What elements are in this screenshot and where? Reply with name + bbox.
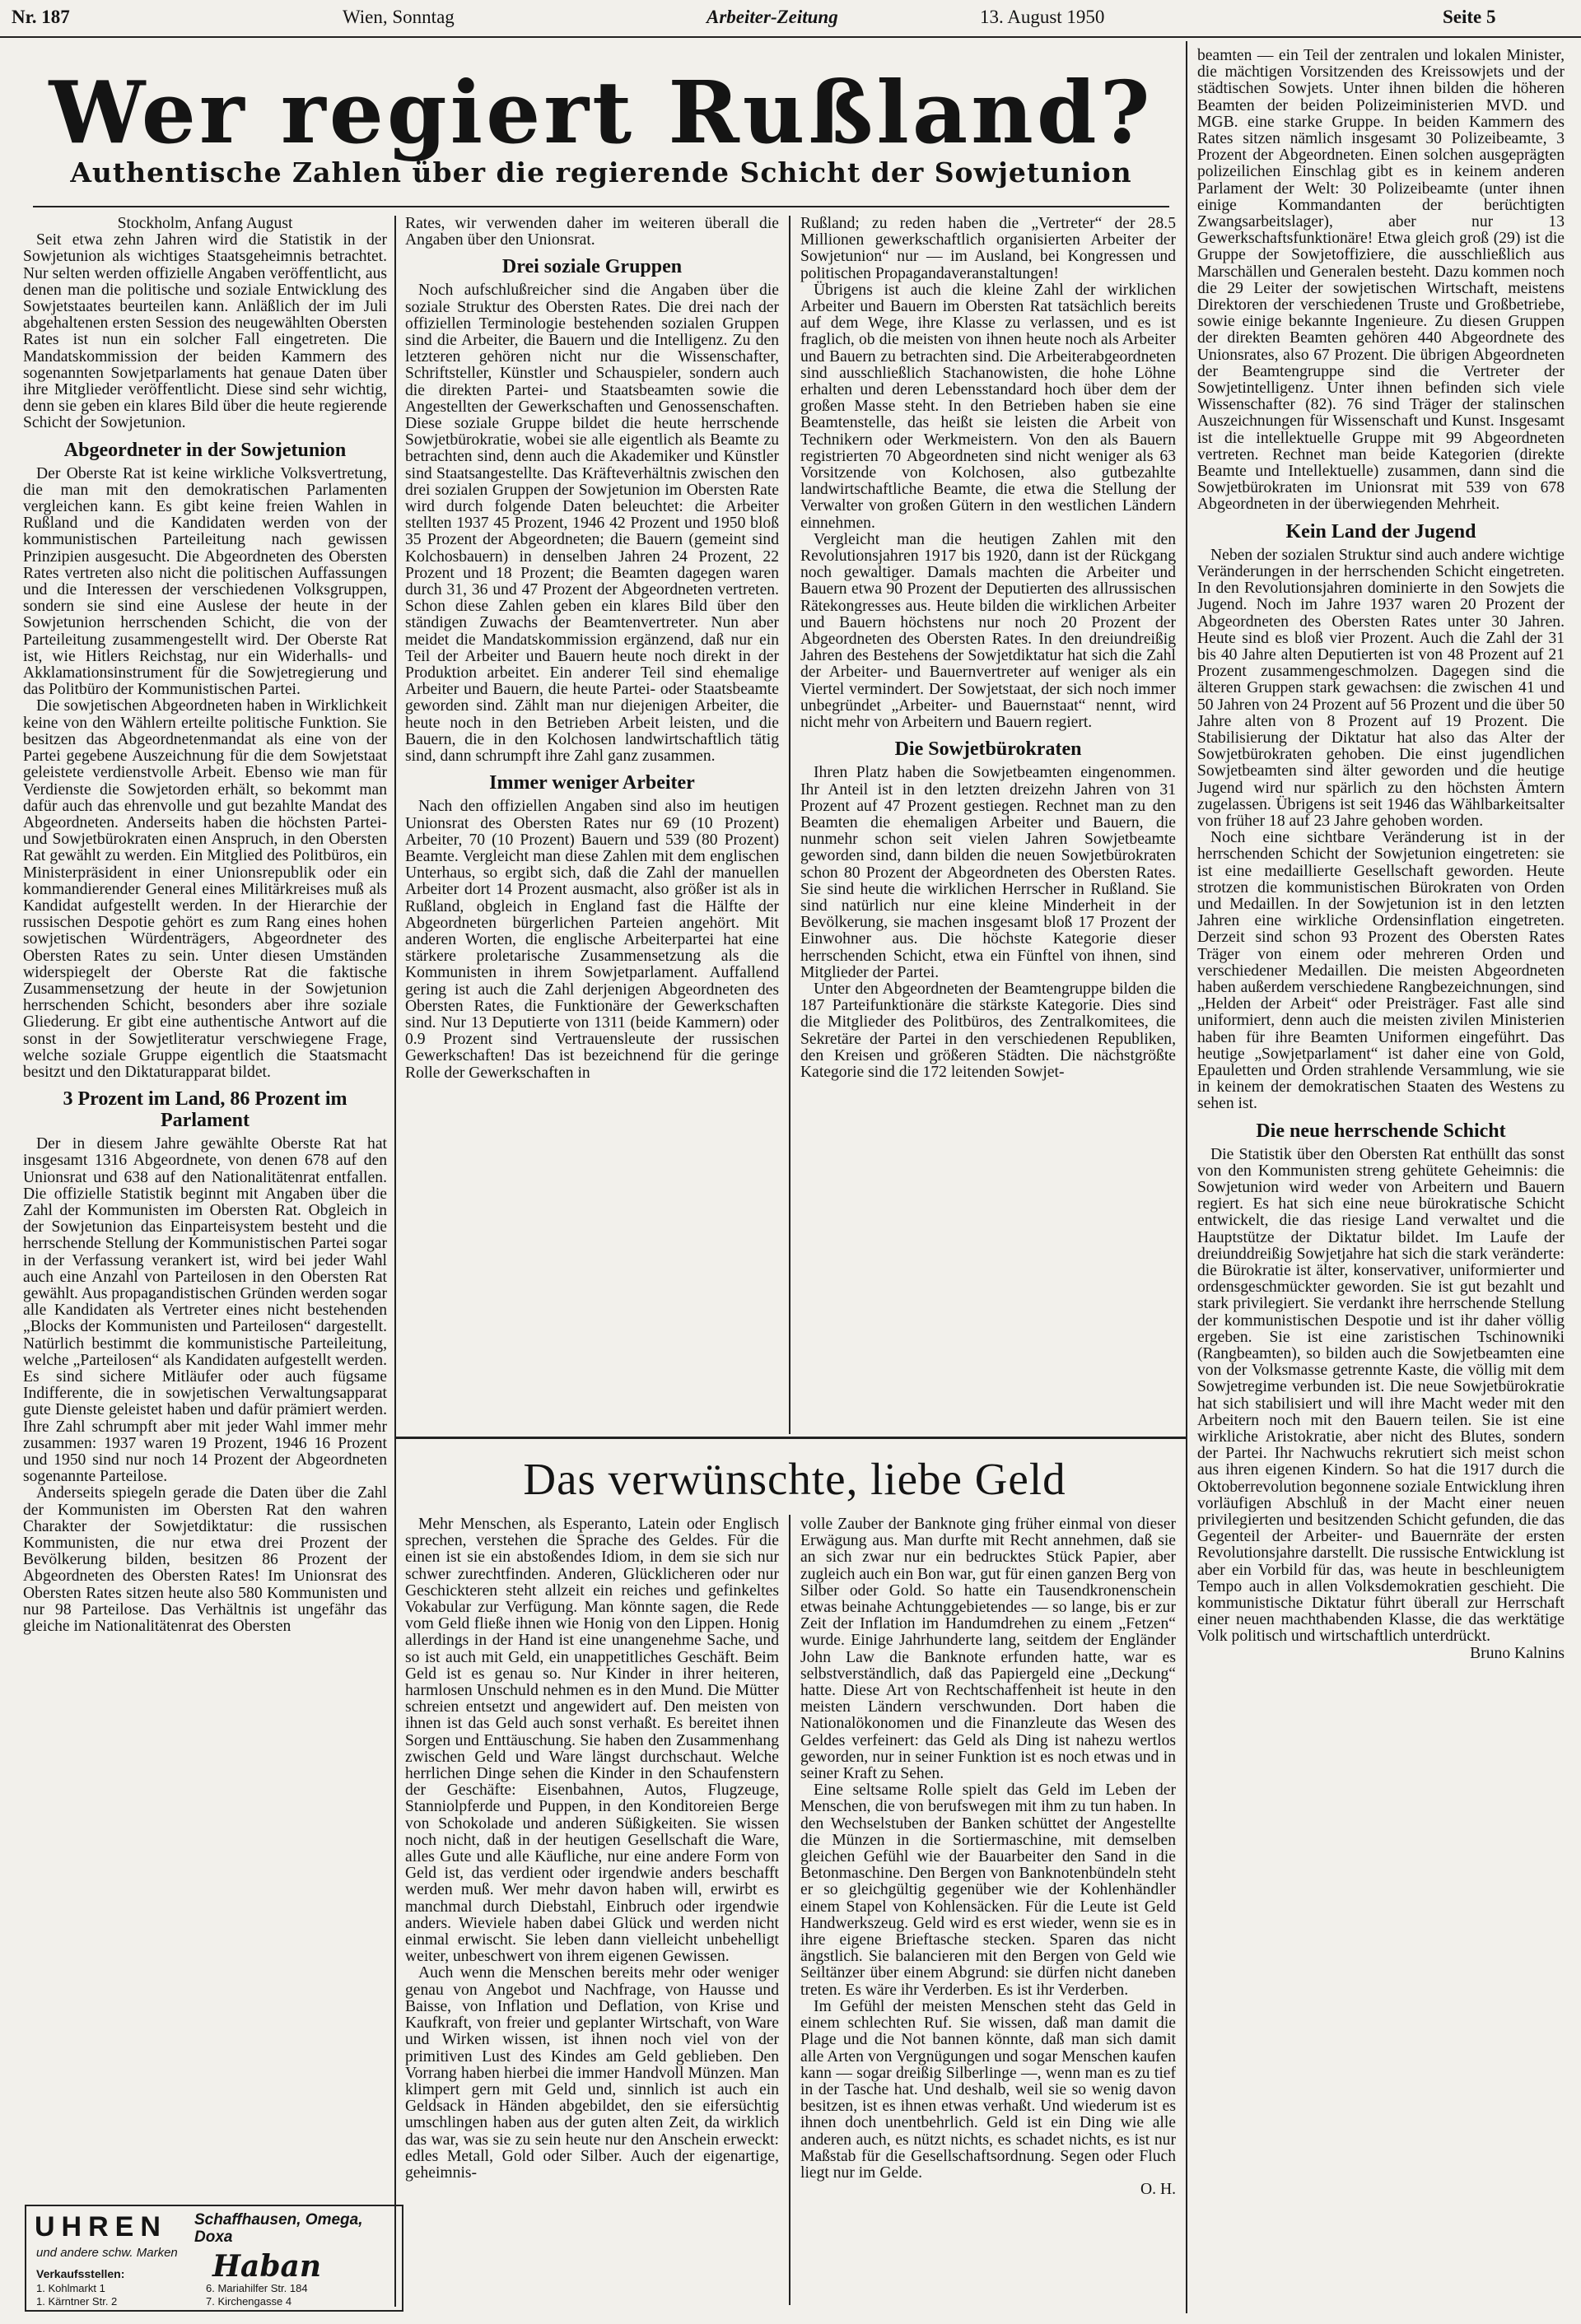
- section-heading: Drei soziale Gruppen: [501, 256, 683, 278]
- ad-address: 1. Kohlmarkt 1: [36, 2282, 105, 2294]
- paragraph: Neben der sozialen Struktur sind auch andere wichtige Veränderungen in der herrschenden Schicht eingetreten. In den Revolutionsjahren dominierte in den Sowjets die Jugend. Noch im Jahre 1937 waren 20 Prozent der Abgeordneten des Obersten Rates unter 30 Jahren. Heute sind es bloß vier Prozent. Auch die Zahl der 31 bis 40 Jahre alten Deputierten ist von 48 Prozent auf 21 Prozent zusammengeschmolzen. Dagegen sind die älteren Gruppen stark gewachsen: die zwischen 41 und 50 Jahren von 24 Prozent auf 56 Prozent und die über 50 Jahre alten von 8 Prozent auf 19 Prozent. Die Stabilisierung der Diktatur hat also das Alter der Sowjetbürokraten gehoben. Die einst jugendlichen Sowjetbeamten sind älter geworden und die heutige Jugend wird nur spärlich zu den höchsten Ämtern zugelassen. Übrigens ist seit 1946 das Wählbarkeitsalter von früher 18 auf 23 Jahre gehoben worden.: [1197, 546, 1565, 830]
- ad-makes: Schaffhausen, Omega, Doxa: [194, 2211, 363, 2246]
- column-rule: [789, 1515, 790, 2305]
- section-heading: 3 Prozent im Land, 86 Prozent im Parlament: [63, 1088, 347, 1132]
- ad-brand: UHREN: [35, 2211, 167, 2242]
- article1-column-4: [1197, 48, 1565, 2313]
- paragraph: Vergleicht man die heutigen Zahlen mit den Revolutionsjahren 1917 bis 1920, dann ist der Rückgang noch gewaltiger. Damals machten die Arbeiter und Bauern etwa 90 Prozent der Deputierten des allrussischen Rätekongresses aus. Heute bilden die wirklichen Arbeiter und Bauern höchstens nur noch 20 Prozent der Abgeordneten des Obersten Rates. In den dreiundreißig Jahren des Bestehens der Sowjetdiktatur hat sich die Zahl der Arbeiter- und Bauernvertreter auf weniger als ein Viertel vermindert. Der Sowjetstaat, der sich noch immer unbegründet „Arbeiter- und Bauernstaat“ nennt, wird nicht mehr von Arbeitern und Bauern regiert.: [800, 530, 1176, 732]
- ad-logo: Haban: [212, 2249, 322, 2284]
- section-heading: Immer weniger Arbeiter: [489, 772, 695, 794]
- article1-column-1: [23, 216, 387, 2198]
- article2-column-1: [405, 1516, 779, 2307]
- author-signature: Bruno Kalnins: [1470, 1644, 1565, 1662]
- article1-column-3: [800, 216, 1176, 1434]
- section-heading: Die neue herrschende Schicht: [1256, 1120, 1506, 1142]
- ad-sales-label: Verkaufsstellen:: [36, 2267, 125, 2280]
- paragraph: Rußland; zu reden haben die „Vertreter“ der 28.5 Millionen gewerkschaftlich organisierten Arbeiter der Sowjetunion“ nur — im Ausland, bei Kongressen und politischen Propagandaveranstaltungen!: [800, 216, 1176, 282]
- author-signature: O. H.: [1140, 2181, 1176, 2199]
- paragraph: Eine seltsame Rolle spielt das Geld im Leben der Menschen, die von berufswegen mit ihm zu tun haben. In den Wechselstuben der Banken schüttet der Angestellte die Münzen in die Sortiermaschine, mit demselben gleichen Gefühl wie der Bauarbeiter den Sand in die Betonmaschine. Den Bergen von Banknotenbündeln steht er so gleichgültig gegenüber wie der Kohlenhändler einem Stapel von Kohlensäcken. Für die Leute ist Geld Handwerkszeug. Geld wird es erst wieder, wenn sie es in ihre eigene Brieftasche stecken. Sparen das nicht ängstlich. Sie balancieren mit den Bergen von Geld wie Seiltänzer über einem Abgrund: sie dürfen nicht daneben treten. Es wäre ihr Verderben. Es ist ihr Verderben.: [800, 1781, 1176, 1999]
- paragraph: beamten — ein Teil der zentralen und lokalen Minister, die mächtigen Vorsitzenden des Kreissowjets und der städtischen Sowjets. Unter ihnen bilden die höheren Beamten der beiden Polizeiministerien MVD. und MGB. eine starke Gruppe. In beiden Kammern des Rates sitzen nämlich insgesamt 30 Polizeibeamte, 3 Prozent der Abgeordneten. Einen solchen ausgeprägten polizeilichen Einschlag gibt es in keinem anderen Parlament der Welt: 30 Polizeibeamte (unter ihnen einige Kommandanten der berüchtigten Zwangsarbeitslager), aber nur 13 Gewerkschaftsfunktionäre! Etwa gleich groß (29) ist die Gruppe der Sowjetoffiziere, die ausschließlich aus Marschällen und Generalen besteht. Dazu kommen noch die 29 Leiter der sowjetischen Wirtschaft, meistens Direktoren der verschiedenen Truste und Großbetriebe, sowie einige bekannte Ingenieure. Zu diesen Gruppen der direkten Beamten gehören 440 Abgeordnete des Unionsrates, also 67 Prozent. Die übrigen Abgeordneten der Beamtengruppe sind die Vertreter der Sowjetintelligenz. Unter ihnen befinden sich viele Wissenschafter (82). 76 sind Träger der stalinschen Auszeichnungen für Wissenschaft und Kunst. Insgesamt ist die intellektuelle Gruppe mit 99 Abgeordneten vertreten. Rechnet man beide Kategorien (direkte Beamte und Intellektuelle) zusammen, dann sind die Sowjetbürokraten im Unionsrat mit 539 von 678 Abgeordneten in der überwiegenden Mehrheit.: [1197, 48, 1565, 514]
- section-heading: Die Sowjetbürokraten: [894, 738, 1082, 761]
- section-divider: [394, 1437, 1186, 1439]
- paragraph: Übrigens ist auch die kleine Zahl der wirklichen Arbeiter und Bauern im Obersten Rat tatsächlich bereits auf dem Wege, ihre Klasse zu verlassen, und es ist fraglich, ob die meisten von ihnen heute noch als Arbeiter und Bauern zu betrachten sind. Die Arbeiterabgeordneten sind ausschließlich Stachanowisten, die hohe Löhne erhalten und deren Lebensstandard hoch über dem der großen Masse steht. In den Betrieben haben sie eine Beamtenstelle, das heißt sie leisten die Arbeit von Technikern oder Werkmeistern. Von den als Bauern registrierten 70 Abgeordneten sind nicht weniger als 63 Vorsitzende von Kolchosen, also gutbezahlte landwirtschaftliche Beamte, die etwa die Stellung der Verwalter von großen Gütern in den westlichen Ländern einnehmen.: [800, 281, 1176, 532]
- paragraph: Noch aufschlußreicher sind die Angaben über die soziale Struktur des Obersten Rates. Die drei nach der offiziellen Terminologie bestehenden sozialen Gruppen sind die Arbeiter, die Bauern und die Intelligenz. Zu den letzteren gehören nicht nur die Wissenschafter, Schriftsteller, Künstler und Schauspieler, sondern auch die direkten Partei- und Staatsbeamten sowie die Angestellten der Gewerkschaften und Genossenschaften. Diese soziale Gruppe bildet die heute herrschende Sowjetbürokratie, wobei sie alle eigentlich als Beamte zu betrachten sind, denn auch die Akademiker und Künstler sind Staatsangestellte. Das Kräfteverhältnis zwischen den drei sozialen Gruppen der Sowjetunion im Obersten Rate wird durch folgende Daten beleuchtet: die Arbeiter stellten 1937 45 Prozent, 1946 42 Prozent und 1950 bloß 35 Prozent der Abgeordneten; die Bauern (gemeint sind Kolchosbauern) in denselben Jahren 24 Prozent, 22 Prozent und 18 Prozent; die Beamten dagegen waren durch 31, 36 und 47 Prozent der Abgeordneten vertreten. Schon diese Zahlen geben ein klares Bild über den ständigen Zuwachs der Beamtenvertreter. Nun aber meidet die Mandatskommission ergänzend, daß nur ein Teil der Arbeiter und Bauern heute noch direkt in der Produktion arbeitet. Ein anderer Teil sind ehemalige Arbeiter und Bauern, die heute Partei- oder Staatsbeamte geworden sind. Zählt man nur diejenigen Arbeiter, die heute noch in den Betrieben Arbeit leisten, und die Bauern, die in den Kolchosen landwirtschaftlich tätig sind, dann schrumpft ihre Zahl ganz zusammen.: [405, 282, 779, 766]
- issue-number: Nr. 187: [12, 7, 70, 27]
- article-subheadline: Authentische Zahlen über die regierende Schicht der Sowjetunion: [70, 156, 1132, 189]
- ad-address: 1. Kärntner Str. 2: [36, 2295, 118, 2308]
- paragraph: Ihren Platz haben die Sowjetbeamten eingenommen. Ihr Anteil ist in den letzten dreizehn Jahren von 31 Prozent auf 47 Prozent gestiegen. Rechnet man zu den Beamten die ehemaligen Arbeiter und Bauern, die nunmehr schon seit vielen Jahren Sowjetbeamte geworden sind, dann bilden die neuen Sowjetbürokraten schon 80 Prozent der Abgeordneten des Obersten Rates. Sie sind heute die wirklichen Herrscher in Rußland. Sie sind natürlich nur eine kleine Minderheit in der Bevölkerung, sie machen insgesamt bloß 17 Prozent der Einwohner aus. Die höchste Kategorie dieser herrschenden Schicht, etwa ein Fünftel von ihnen, sind Mitglieder der Partei.: [800, 764, 1176, 981]
- headline-rule: [33, 206, 1169, 207]
- newspaper-name: Arbeiter-Zeitung: [707, 7, 838, 27]
- paragraph: Die Statistik über den Obersten Rat enthüllt das sonst von den Kommunisten streng gehütete Geheimnis: die Sowjetunion wird weder von Arbeitern und Bauern regiert. Es hat sich eine neue bürokratische Schicht entwickelt, die das riesige Land verwaltet und die Hauptstütze der Diktatur bildet. Im Laufe der dreiunddreißig Sowjetjahre hat sich die stark veränderte: die Bürokratie ist älter, konservativer, uniformierter und ordensgeschmückter geworden. Sie ist gut bezahlt und stark privilegiert. Sie verdankt ihre herrschende Stellung der kommunistischen Despotie und ist ihr daher völlig ergeben. Sie ist eine zaristischen Tschinowniki (Rangbeamten), so bilden auch die Sowjetbeamten eine von der Volksmasse getrennte Kaste, die völlig mit dem Sowjetregime verbunden ist. Die neue Sowjetbürokratie hat sich stabilisiert und will ihre Macht weder mit den Arbeitern noch mit den Bauern teilen. Sie ist eine wirkliche Aristokratie, aber nicht des Blutes, sondern der Partei. Ihr Nachwuchs rekrutiert sich meist schon aus ihren eigenen Kindern. So hat die 1917 durch die Oktoberrevolution begonnene soziale Entwicklung ihren vorläufigen Abschluß in der Macht einer neuen privilegierten und besitzenden Schicht gefunden, die das Gegenteil der Arbeiter- und Bauernräte der ersten Revolutionsjahre darstellt. Die russische Entwicklung ist aber ein Vorbild für das, was heute in beschleunigtem Tempo auch in allen Volksdemokratien geschieht. Die kommunistische Diktatur führt überall zur Herrschaft einer neuen machthabenden Klasse, die das werktätige Volk politisch und wirtschaftlich unterdrückt.: [1197, 1145, 1565, 1646]
- paragraph: Auch wenn die Menschen bereits mehr oder weniger genau von Angebot und Nachfrage, von Hausse und Baisse, von Inflation und Deflation, von Krise und Kaufkraft, von freier und geplanter Wirtschaft, von Ware und Wirken wissen, ist ihnen noch viel von der primitiven Lust des Kindes am Geld geblieben. Den Vorrang haben hierbei die immer Handvoll Münzen. Man klimpert gern mit Geld und, sinnlich ist auch ein Geldsack in Händen abgebildet, den sie eifersüchtig umschlingen haben aus der guten alten Zeit, da wirklich das war, was sie zu sein heute nur den Anschein erweckt: edles Metall, Gold oder Silber. Auch der eigenartige, geheimnis-: [405, 1964, 779, 2182]
- ad-subtitle: und andere schw. Marken: [36, 2246, 178, 2260]
- page-header: [0, 0, 1581, 38]
- paragraph: Im Gefühl der meisten Menschen steht das Geld in einem schlechten Ruf. Sie wissen, daß man damit die Plage und die Not bannen könnte, daß man sich damit alle Arten von Vergnügungen und sogar Menschen kaufen kann — sogar dreißig Silberlinge —, wenn man es zu tief in der Tasche hat. Und deshalb, weil sie so wenig davon besitzen, ist es ihnen etwas verhaßt. Und wiederum ist es ihnen doch unentbehrlich. Geld ist ein Ding wie alle anderen auch, es nützt nichts, es schadet nichts, es ist nur Maßstab für die Gesellschaftsordnung. Segen oder Fluch liegt nur im Gelde.: [800, 1997, 1176, 2182]
- article2-column-2: [800, 1516, 1176, 2307]
- paragraph: Der in diesem Jahre gewählte Oberste Rat hat insgesamt 1316 Abgeordnete, von denen 678 auf den Unionsrat und 638 auf den Nationalitätenrat entfallen. Die offizielle Statistik beginnt mit Angaben über die Zahl der Kommunisten im Obersten Rat. Obgleich in der Sowjetunion das Einparteisystem besteht und die herrschende Stellung der Kommunistischen Partei sogar in der Verfassung verankert ist, wird bei jeder Wahl auch eine Anzahl von Parteilosen in den Obersten Rat gewählt. Aus propagandistischen Gründen werden sogar alle Kandidaten als Vertreter eines nicht bestehenden „Blocks der Kommunisten und Parteilosen“ dargestellt. Natürlich bestimmt die kommunistische Parteileitung, welche „Parteilosen“ als Kandidaten aufgestellt werden. Es sind sichere Mitläufer oder auch fügsame Indifferente, die in sowjetischen Verwaltungsapparat gute Dienste geleistet haben und dafür prämiert werden. Ihre Zahl schrumpft aber mit jeder Wahl immer mehr zusammen: 1937 waren 19 Prozent, 1946 16 Prozent und 1950 sind nur noch 14 Prozent der Abgeordneten sogenannte Parteilose.: [23, 1135, 387, 1486]
- paragraph: volle Zauber der Banknote ging früher einmal von dieser Erwägung aus. Man durfte mit Recht annehmen, daß sie an sich zwar nur ein bedrucktes Stück Papier, aber zugleich auch ein Bon war, gut für einen ganzen Berg von Silber oder Gold. So hatte ein Tausendkronenschein etwas beinahe Achtunggebietendes — so lange, bis er zur Zeit der Inflation im Handumdrehen zu einem „Fetzen“ wurde. Einige Jahrhunderte lang, seitdem der Engländer John Law die Banknote erfunden hatte, war es selbstverständlich, daß das Papiergeld eine „Deckung“ hatte. Diese Art von Rechtschaffenheit ist heute in den meisten Ländern verschwunden. Dort haben die Nationalökonomen und die Finanzleute das Wesen des Geldes verfeinert: das Geld als Ding ist nahezu wertlos geworden, nur in seiner Funktion ist es noch etwas und in seiner Kraft zu Sehen.: [800, 1516, 1176, 1783]
- paragraph: Noch eine sichtbare Veränderung ist in der herrschenden Schicht der Sowjetunion eingetreten: sie ist eine medaillierte Gesellschaft geworden. Heute strotzen die kommunistischen Bürokraten von Orden und Medaillen. In der Sowjetunion ist in den letzten Jahren eine wirkliche Ordensinflation eingetreten. Derzeit sind schon 93 Prozent des Obersten Rates Träger von einem oder mehreren Orden und verschiedener Medaillen. Die meisten Abgeordneten haben außerdem verschiedene Rangbezeichnungen, sind „Helden der Arbeit“ oder Preisträger. Fast alle sind uniformiert, denn auch die meisten zivilen Ministerien haben für ihre Beamten Uniformen eingeführt. Das heutige „Sowjetparlament“ ist daher eine von Gold, Epauletten und Orden strahlende Versammlung, wie sie in keinem der demokratischen Staaten des Westens zu sehen ist.: [1197, 829, 1565, 1113]
- paragraph: Anderseits spiegeln gerade die Daten über die Zahl der Kommunisten im Obersten Rat den wahren Charakter der Sowjetdiktatur: die russischen Kommunisten, die nur etwa drei Prozent der Bevölkerung bilden, besitzen 86 Prozent der Abgeordneten des Obersten Rates! Im Unionsrat des Obersten Rates sitzen heute also 580 Kommunisten und nur 98 Parteilose. Das Verhältnis ist ungefähr das gleiche im Nationalitätenrat des Obersten: [23, 1484, 387, 1636]
- article-headline: Wer regiert Rußland?: [49, 62, 1154, 163]
- feature-title: Das verwünschte, liebe Geld: [523, 1454, 1066, 1504]
- column-rule: [789, 216, 790, 1434]
- column-rule: [1186, 41, 1187, 2313]
- paragraph: Unter den Abgeordneten der Beamtengruppe bilden die 187 Parteifunktionäre die stärkste Kategorie. Dies sind die Mitglieder des Politbüros, des Zentralkomitees, die Sekretäre der Partei in den verschiedenen Republiken, den Kreisen und größeren Städten. Die nächstgrößte Kategorie sind die 172 leitenden Sowjet-: [800, 980, 1176, 1081]
- paragraph: Nach den offiziellen Angaben sind also im heutigen Unionsrat des Obersten Rates nur 69 (10 Prozent) Arbeiter, 70 (10 Prozent) Bauern und 539 (80 Prozent) Beamte. Vergleicht man diese Zahlen mit dem englischen Unterhaus, so ergibt sich, daß die Zahl der manuellen Arbeiter dort 14 Prozent ausmacht, also größer ist als in Rußland, obgleich in England fast die Hälfte der Abgeordneten bürgerlichen Parteien angehört. Mit anderen Worten, die englische Arbeiterpartei hat eine stärkere proletarische Zusammensetzung als die Kommunisten in ihrem Sowjetparlament. Auffallend gering ist auch die Zahl derjenigen Abgeordneten des Obersten Rates, die Funktionäre der Gewerkschaften sind. Nur 13 Deputierte von 1311 (beide Kammern) oder 0.9 Prozent sind Vertrauensleute der russischen Gewerkschaften! Das ist bezeichnend für die geringe Rolle der Gewerkschaften in: [405, 798, 779, 1082]
- ad-address: 7. Kirchengasse 4: [206, 2295, 292, 2308]
- ad-address: 6. Mariahilfer Str. 184: [206, 2282, 308, 2294]
- section-heading: Kein Land der Jugend: [1285, 520, 1476, 543]
- article1-column-2: [405, 216, 779, 1434]
- issue-date: 13. August 1950: [980, 7, 1105, 27]
- page-number: Seite 5: [1443, 7, 1496, 27]
- paragraph: Rates, wir verwenden daher im weiteren überall die Angaben über den Unionsrat.: [405, 216, 779, 249]
- watch-advertisement: [25, 2205, 403, 2312]
- paragraph: Der Oberste Rat ist keine wirkliche Volksvertretung, die man mit den demokratischen Parlamenten vergleichen kann. Es gibt keine freien Wahlen in Rußland und die Kandidaten werden von der kommunistischen Parteileitung nach gewissen Prinzipien ausgesucht. Die Abgeordneten des Obersten Rates vertreten also nicht die politischen Auffassungen und die Interessen der verschiedenen Volksgruppen, sondern sie sind eine Auslese der heute in der Sowjetunion herrschenden Schicht, die von der Parteileitung zusammengestellt wird. Der Oberste Rat ist, wie Hitlers Reichstag, nur ein Widerhalls- und Akklamationsinstrument für die Sowjetregierung und das Politbüro der Kommunistischen Partei.: [23, 464, 387, 699]
- dateline: Stockholm, Anfang August: [117, 216, 293, 232]
- column-rule: [394, 216, 396, 2307]
- paragraph: Mehr Menschen, als Esperanto, Latein oder Englisch sprechen, verstehen die Sprache des Geldes. Für die einen ist sie ein abstoßendes Idiom, in dem sie sich nur schwer zurechtfinden. Anderen, Glücklicheren oder nur Geschickteren steht allzeit ein reiches und gefinkeltes Vokabular zur Verfügung. Man könnte sagen, die Rede vom Geld fließe ihnen wie Honig von den Lippen. Honig allerdings in der Hand ist eine unangenehme Sache, und so ist auch mit Geld, ein unappetitliches Geschäft. Beim Geld ist es genau so. Nur Kinder in ihrer heiteren, harmlosen Unschuld nehmen es in den Mund. Die Mütter schreien entsetzt und angewidert auf. Den meisten von ihnen ist das Geld auch sonst verhaßt. Es bereitet ihnen Sorgen und Enttäuschung. Sie haben den Zusammenhang zwischen Geld und Ware längst durchschaut. Welche herrlichen Dinge sehen die Kinder in den Schaufenstern der Geschäfte: Eisenbahnen, Autos, Flugzeuge, Stanniolpferde und Puppen, in den Konditoreien Berge von Schokolade und anderen Süßigkeiten. Sie wissen noch nicht, daß in der heutigen Gesellschaft die Ware, alles Gute und alle Käufliche, nur eine andere Form von Geld ist, das verdient oder irgendwie anders beschafft werden muß. Wer mehr davon haben will, erwirbt es manchmal durch Diebstahl, Einbruch oder irgendwie anders. Wieviele haben dabei Glück und werden nicht einmal erwischt. Sie leben dann vielleicht unbehelligt weiter, unbeschwert von ihrem eigenen Gewissen.: [405, 1516, 779, 1966]
- section-heading: Abgeordneter in der Sowjetunion: [63, 439, 347, 461]
- paragraph: Die sowjetischen Abgeordneten haben in Wirklichkeit keine von den Wählern erteilte politische Funktion. Sie besitzen das Abgeordnetenmandat als eine von der Partei gegebene Auszeichnung für die dem Sowjetstaat geleistete verdienstvolle Arbeit. Ebenso wie man für Verdienste die Sowjetorden erhält, so bekommt man dafür auch das ehrenvolle und gut bezahlte Mandat des Abgeordneten. Anderseits haben die höchsten Partei- und Sowjetbürokraten einen Anspruch, in den Obersten Rat gewählt zu werden. Ein Mitglied des Politbüros, ein Ministerpräsident in einer Unionsrepublik oder ein kommandierender General eines Militärkreises muß als Kandidat aufgestellt werden. In der Hierarchie der russischen Despotie gehört es zum Rang eines hohen sowjetischen Würdenträgers, Abgeordneter des Obersten Rates zu sein. Unter diesen Umständen widerspiegelt der Oberste Rat die faktische Zusammensetzung der heute in der Sowjetunion herrschenden Schicht, besonders aber ihre soziale Gliederung. Er gibt eine authentische Antwort auf die sonst in der Sowjetliteratur verschwiegene Frage, welche soziale Gruppe eigentlich die Staatsmacht besitzt und den Diktaturapparat bildet.: [23, 697, 387, 1081]
- place-day: Wien, Sonntag: [343, 7, 455, 27]
- paragraph: Seit etwa zehn Jahren wird die Statistik in der Sowjetunion als wichtiges Staatsgeheimnis betrachtet. Nur selten werden offizielle Angaben veröffentlicht, aus denen man die politische und soziale Entwicklung des Sowjetstaates beurteilen kann. Anläßlich der im Juli abgehaltenen ersten Session des neugewählten Obersten Rates ist nun ein solcher Fall eingetreten. Die Mandatskommission der beiden Kammern des sogenannten Sowjetparlaments hat genaue Daten über ihre Mitglieder veröffentlicht. Diese sind sehr wichtig, denn sie geben ein klares Bild über die heute regierende Schicht der Sowjetunion.: [23, 231, 387, 432]
